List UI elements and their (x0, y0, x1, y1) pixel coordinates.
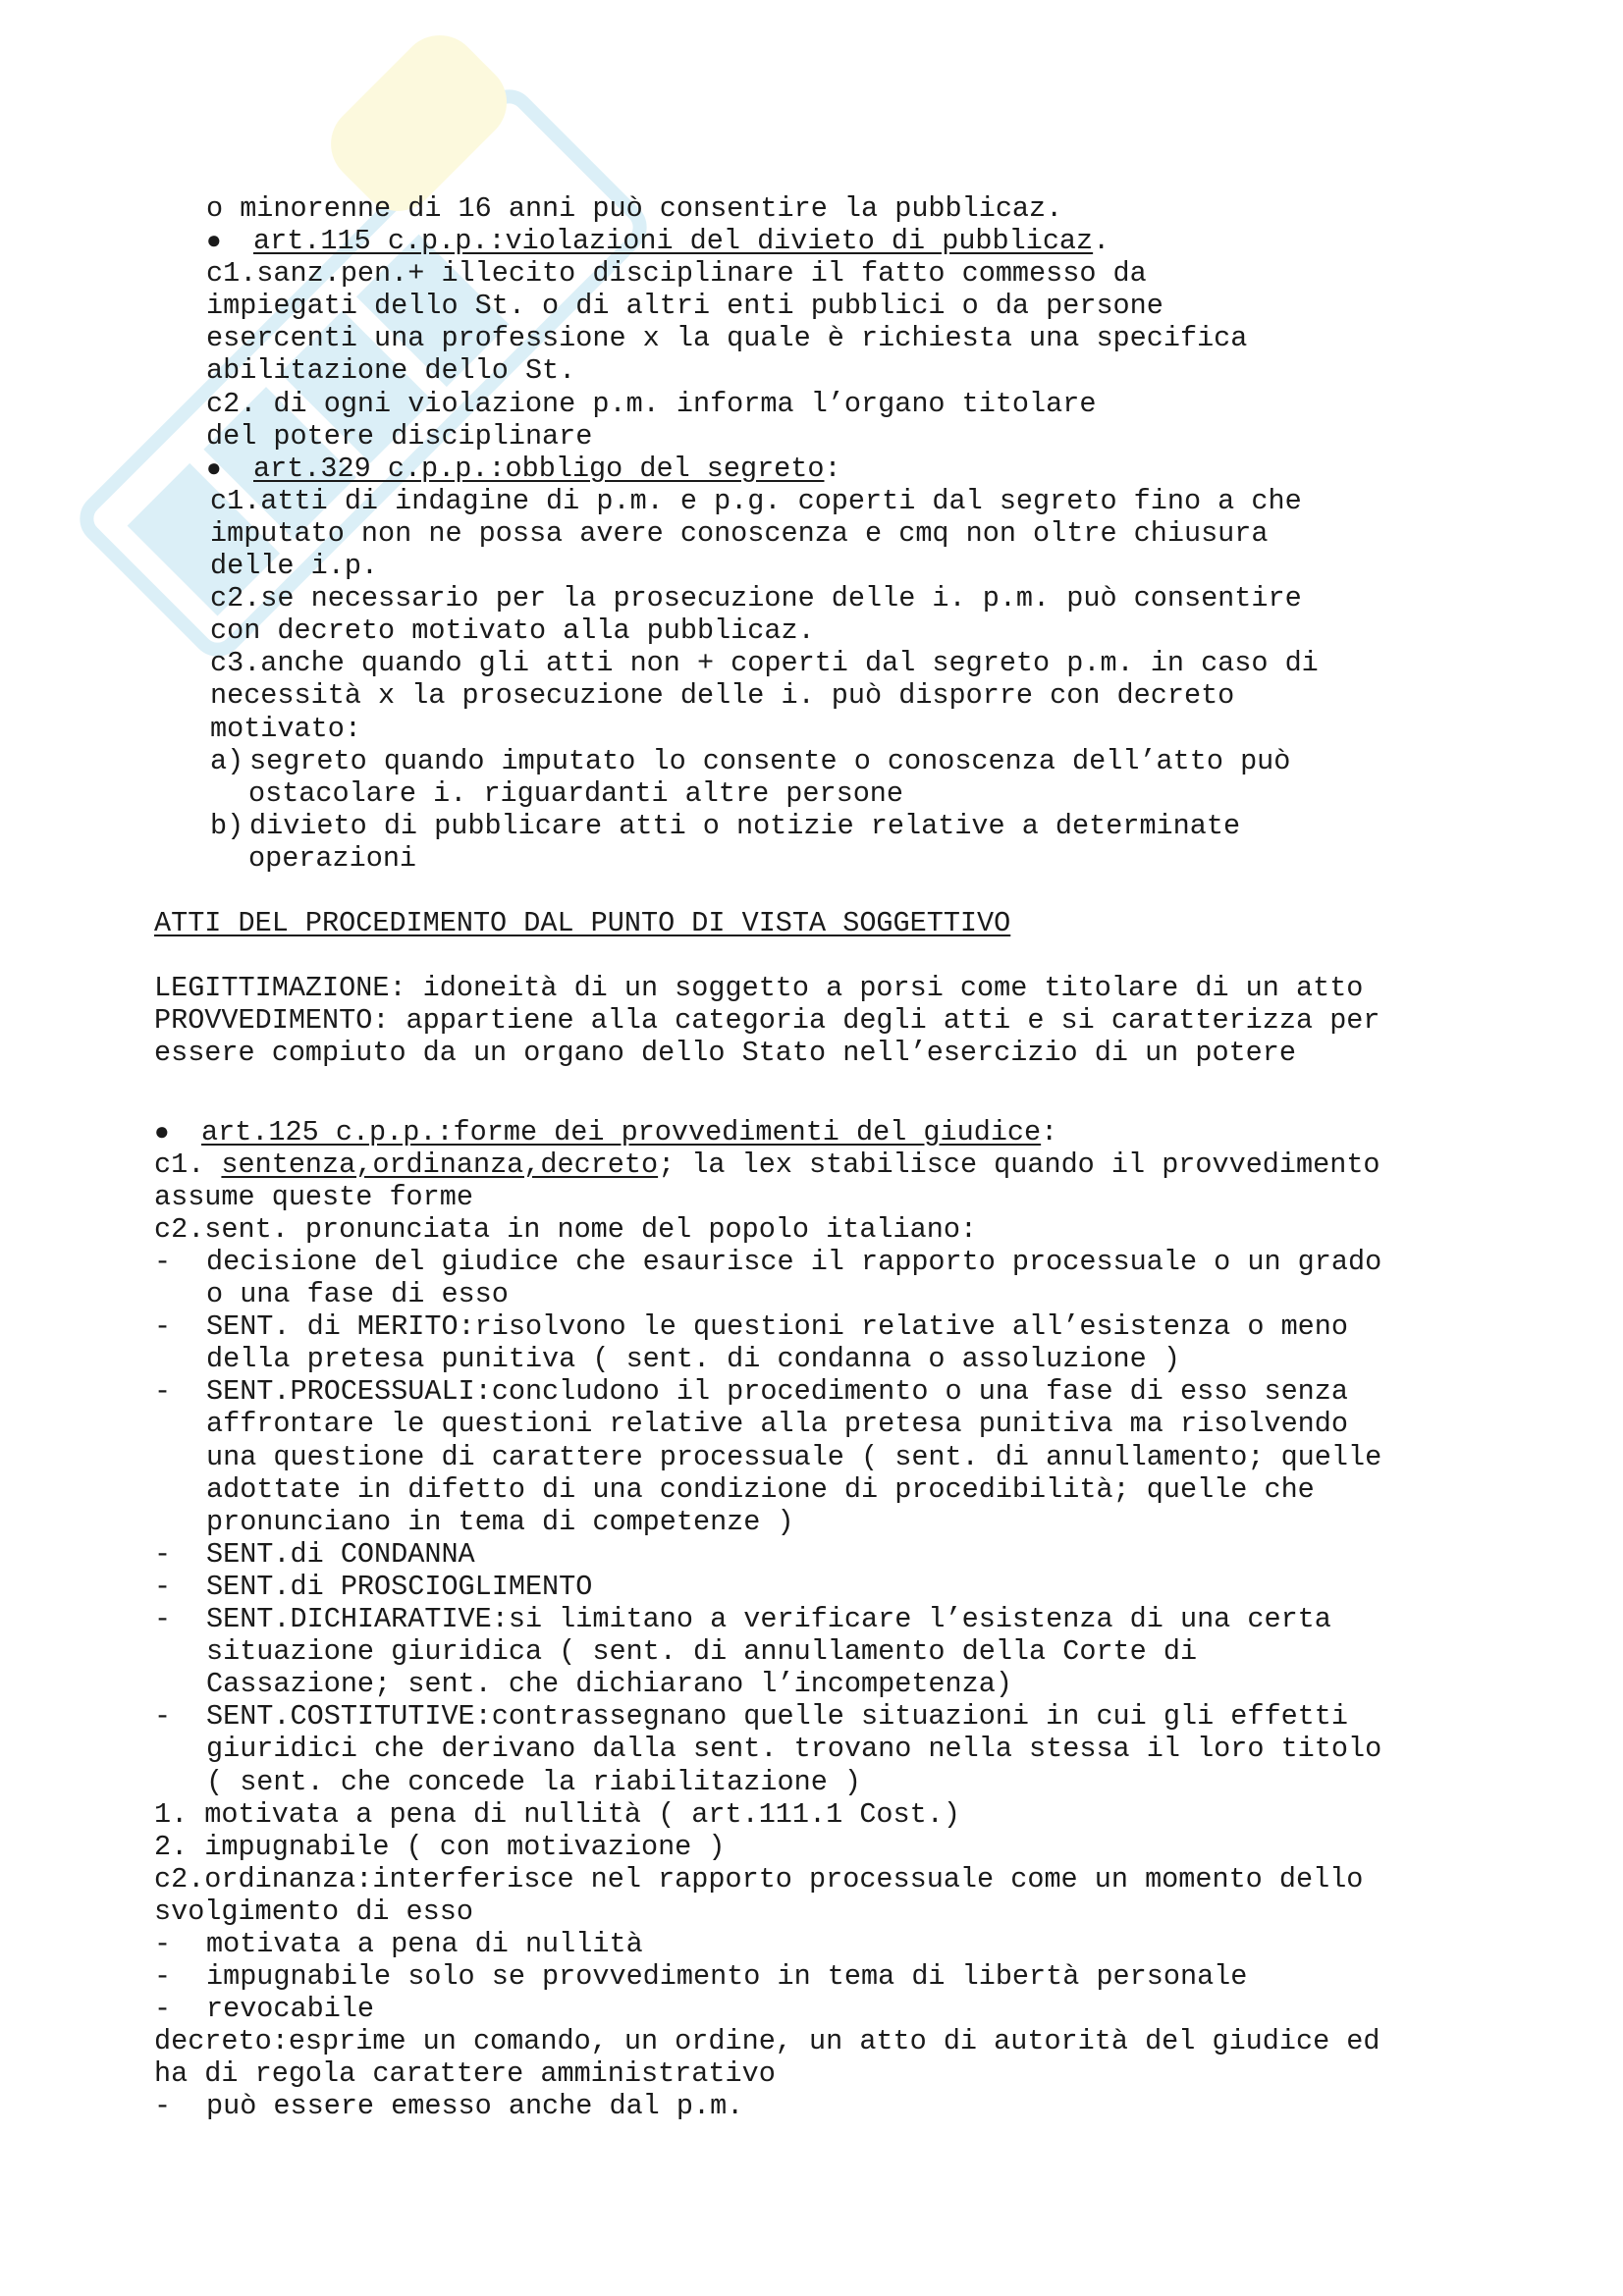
dash-marker: - (154, 1537, 172, 1571)
text-line (154, 1278, 1529, 1310)
line-text: 2. impugnabile ( con motivazione ) (154, 1830, 726, 1863)
line-text: c1.atti di indagine di p.m. e p.g. coperti dal segreto fino a che (210, 484, 1302, 517)
text-line (154, 1766, 1529, 1798)
text-line (154, 1506, 1529, 1538)
line-text: assume queste forme (154, 1180, 473, 1213)
text-line (154, 1798, 1529, 1831)
text-line (154, 582, 1529, 614)
list-text: motivata a pena di nullità (206, 1927, 643, 1960)
list-text: della pretesa punitiva ( sent. di condanna o assoluzione ) (206, 1343, 1180, 1376)
list-text: Cassazione; sent. che dichiarano l’incompetenza) (206, 1668, 1012, 1701)
definition-text: PROVVEDIMENTO: appartiene alla categoria degli atti e si caratterizza per (154, 1004, 1380, 1038)
line-text: c2. di ogni violazione p.m. informa l’organo titolare (206, 387, 1097, 420)
list-text: una questione di carattere processuale ( sent. di annullamento; quelle (206, 1440, 1382, 1473)
list-text: pronunciano in tema di competenze ) (206, 1505, 794, 1538)
text-line (154, 2025, 1529, 2057)
dash-marker: - (154, 1960, 172, 1994)
list-text: revocabile (206, 1993, 375, 2026)
line-text: ostacolare i. riguardanti altre persone (248, 776, 904, 810)
text-line (154, 354, 1529, 387)
text-line (154, 777, 1529, 810)
list-text: divieto di pubblicare atti o notizie relative a determinate (249, 809, 1241, 842)
line-text: c2.ordinanza:interferisce nel rapporto processuale come un momento dello (154, 1862, 1364, 1896)
text-line (154, 290, 1529, 322)
list-text: SENT.di CONDANNA (206, 1537, 475, 1571)
text-line (154, 420, 1529, 453)
line-text: motivato: (210, 712, 361, 745)
list-text: SENT.COSTITUTIVE:contrassegnano quelle situazioni in cui gli effetti (206, 1700, 1348, 1734)
text-line (154, 1213, 1529, 1246)
text-line (154, 713, 1529, 745)
text-line (154, 614, 1529, 647)
dash-marker: - (154, 1927, 172, 1960)
line-text: con decreto motivato alla pubblicaz. (210, 614, 815, 648)
line-text: imputato non ne possa avere conoscenza e cmq non oltre chiusura (210, 516, 1269, 550)
line-text: esercenti una professione x la quale è richiesta una specifica (206, 322, 1248, 355)
text-line (154, 1571, 1529, 1603)
bullet-icon: ● (206, 227, 222, 257)
definition-line (154, 972, 1529, 1004)
dash-marker: - (154, 1375, 172, 1409)
text-line (154, 1668, 1529, 1700)
c1-line: c1. sentenza,ordinanza,decreto; la lex stabilisce quando il provvedimento (154, 1148, 1380, 1181)
list-text: affrontare le questioni relative alla pretesa punitiva ma risolvendo (206, 1408, 1348, 1441)
text-line (154, 1700, 1529, 1733)
list-label: b) (210, 809, 244, 842)
text-line (154, 842, 1529, 875)
document-page (154, 192, 1529, 2123)
dash-marker: - (154, 2090, 172, 2123)
text-line (154, 1960, 1529, 1993)
line-text: c2.se necessario per la prosecuzione delle i. p.m. può consentire (210, 582, 1302, 615)
bullet-title: art.329 c.p.p.:obbligo del segreto (253, 452, 825, 485)
list-text: SENT.DICHIARATIVE:si limitano a verificare l’esistenza di una certa (206, 1603, 1331, 1636)
text-line (154, 2057, 1529, 2090)
line-text: svolgimento di esso (154, 1895, 473, 1928)
line-text: delle i.p. (210, 550, 379, 583)
list-text: giuridici che derivano dalla sent. trovano nella stessa il loro titolo (206, 1733, 1382, 1766)
list-text: può essere emesso anche dal p.m. (206, 2090, 744, 2123)
definition-text: LEGITTIMAZIONE: idoneità di un soggetto a porsi come titolare di un atto (154, 972, 1364, 1005)
text-line (154, 453, 1529, 485)
bullet-tail: : (824, 452, 841, 485)
list-text: SENT. di MERITO:risolvono le questioni relative all’esistenza o meno (206, 1310, 1348, 1344)
section-pubblicazione (154, 192, 1529, 875)
list-text: SENT.di PROSCIOGLIMENTO (206, 1570, 593, 1603)
text-line (154, 1408, 1529, 1440)
list-text: o una fase di esso (206, 1278, 509, 1311)
text-line (154, 745, 1529, 777)
text-line (154, 1375, 1529, 1408)
dash-marker: - (154, 1246, 172, 1278)
text-line (154, 1635, 1529, 1668)
text-line (154, 1181, 1529, 1213)
text-line (154, 1896, 1529, 1928)
definition-line (154, 1037, 1529, 1069)
list-text: SENT.PROCESSUALI:concludono il procedimento o una fase di esso senza (206, 1375, 1348, 1409)
dash-marker: - (154, 1603, 172, 1636)
line-text: necessità x la prosecuzione delle i. può disporre con decreto (210, 679, 1235, 713)
text-line (154, 1928, 1529, 1960)
line-text: operazioni (248, 841, 417, 875)
text-line (154, 1993, 1529, 2025)
line-text: decreto:esprime un comando, un ordine, un atto di autorità del giudice ed (154, 2025, 1380, 2058)
bullet-title: art.115 c.p.p.:violazioni del divieto di pubblicaz (253, 225, 1094, 258)
line-text: 1. motivata a pena di nullità ( art.111.1 Cost.) (154, 1797, 960, 1831)
text-line (154, 1310, 1529, 1343)
dash-marker: - (154, 1993, 172, 2026)
text-line (154, 1831, 1529, 1863)
text-line (154, 225, 1529, 257)
line-text: c2.sent. pronunciata in nome del popolo italiano: (154, 1212, 978, 1246)
bullet-tail: . (1093, 225, 1110, 258)
text-line (154, 1733, 1529, 1765)
text-line (154, 1473, 1529, 1506)
bullet-icon: ● (206, 454, 222, 484)
text-line (154, 810, 1529, 842)
line-text: c3.anche quando gli atti non + coperti dal segreto p.m. in caso di (210, 647, 1319, 680)
bullet-icon: ● (154, 1117, 170, 1148)
text-line (154, 388, 1529, 420)
definition-line (154, 1004, 1529, 1037)
text-line (154, 1863, 1529, 1896)
line-text: del potere disciplinare (206, 419, 593, 453)
heading-text: ATTI DEL PROCEDIMENTO DAL PUNTO DI VISTA SOGGETTIVO (154, 907, 1011, 940)
line-text: ha di regola carattere amministrativo (154, 2057, 776, 2091)
text-line (154, 647, 1529, 679)
text-line (154, 192, 1529, 225)
list-text: adottate in difetto di una condizione di procedibilità; quelle che (206, 1472, 1315, 1506)
text-line (154, 2090, 1529, 2122)
list-text: situazione giuridica ( sent. di annullamento della Corte di (206, 1635, 1198, 1669)
dash-marker: - (154, 1570, 172, 1603)
text-line (154, 550, 1529, 582)
text-line (154, 1246, 1529, 1278)
definition-text: essere compiuto da un organo dello Stato nell’esercizio di un potere (154, 1037, 1296, 1070)
definitions (154, 972, 1529, 1069)
line-text: c1.sanz.pen.+ illecito disciplinare il fatto commesso da (206, 257, 1147, 291)
dash-marker: - (154, 1700, 172, 1734)
line-text: o minorenne di 16 anni può consentire la pubblicaz. (206, 192, 1063, 225)
text-line (154, 517, 1529, 550)
list-label: a) (210, 744, 244, 777)
text-line (154, 1538, 1529, 1571)
list-text: ( sent. che concede la riabilitazione ) (206, 1765, 862, 1798)
text-line (154, 485, 1529, 517)
list-text: decisione del giudice che esaurisce il rapporto processuale o un grado (206, 1246, 1382, 1278)
text-line (154, 679, 1529, 712)
text-line (154, 257, 1529, 290)
bullet-art125: ● art.125 c.p.p.:forme dei provvedimenti del giudice: (154, 1115, 1058, 1148)
text-line (154, 322, 1529, 354)
list-text: segreto quando imputato lo consente o conoscenza dell’atto può (249, 744, 1291, 777)
section-heading (154, 907, 1529, 939)
dash-marker: - (154, 1310, 172, 1344)
text-line (154, 1343, 1529, 1375)
text-line (154, 1603, 1529, 1635)
line-text: abilitazione dello St. (206, 354, 576, 388)
line-text: impiegati dello St. o di altri enti pubblici o da persone (206, 290, 1163, 323)
list-text: impugnabile solo se provvedimento in tema di libertà personale (206, 1960, 1248, 1994)
section-provvedimenti (154, 1181, 1529, 2123)
text-line (154, 1441, 1529, 1473)
